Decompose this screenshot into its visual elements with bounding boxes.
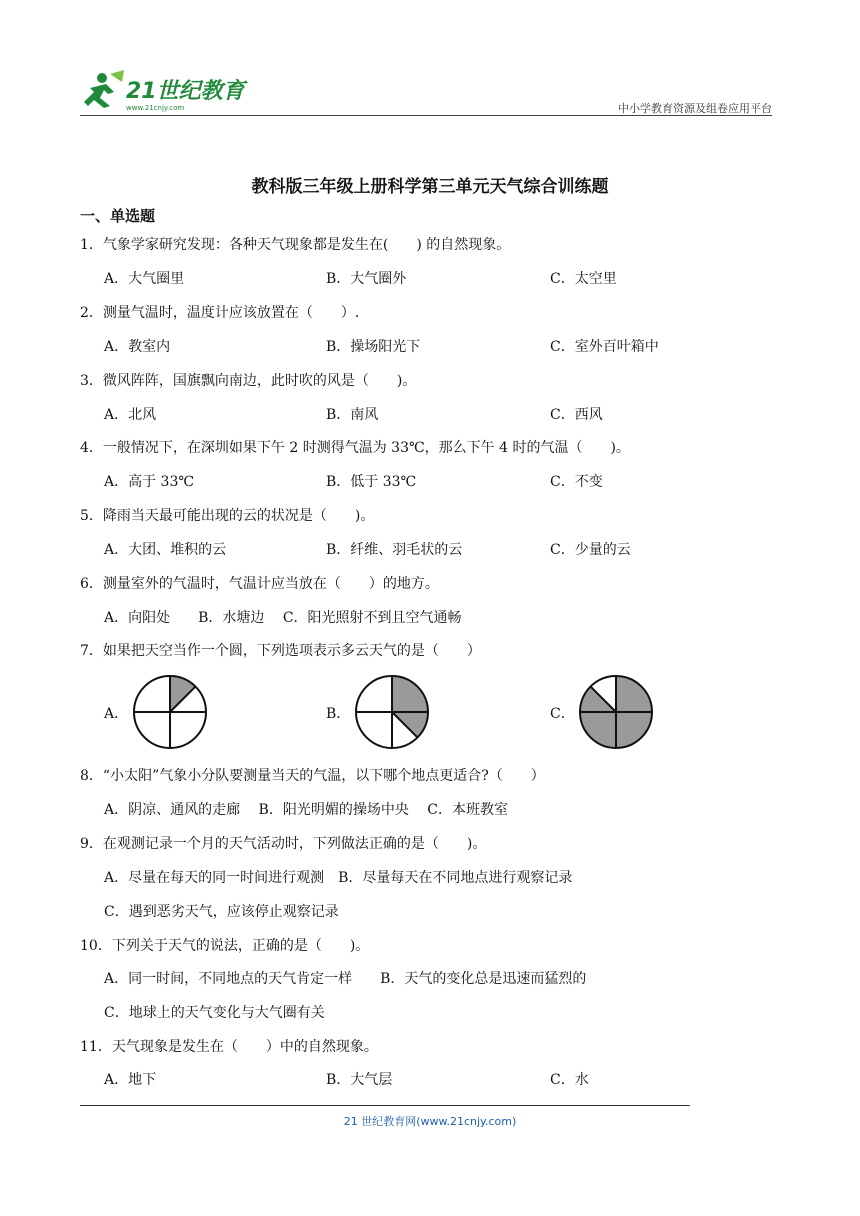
q8-options: A．阴凉、通风的走廊 B．阳光明媚的操场中央 C．本班教室 (104, 802, 509, 818)
header-divider (80, 115, 772, 116)
q7-option-a: A． (104, 706, 129, 722)
q3-option-a: A．北风 (104, 407, 157, 423)
q10-option-c: C．地球上的天气变化与大气圈有关 (104, 1005, 325, 1021)
page-header (80, 62, 772, 116)
q10-options-ab: A．同一时间，不同地点的天气肯定一样 B．天气的变化总是迅速而猛烈的 (104, 971, 587, 987)
q5-option-a: A．大团、堆积的云 (104, 542, 227, 558)
q3-option-c: C．西风 (550, 407, 603, 423)
svg-text:www.21cnjy.com: www.21cnjy.com (126, 104, 185, 112)
sky-circle-c (576, 672, 656, 752)
q5-option-c: C．少量的云 (550, 542, 631, 558)
platform-name: 中小学教育资源及组卷应用平台 (618, 102, 772, 115)
q2-option-b: B．操场阳光下 (326, 339, 421, 355)
q3-option-b: B．南风 (326, 407, 379, 423)
q4-option-a: A．高于 33℃ (104, 474, 195, 490)
q11-option-c: C．水 (550, 1072, 589, 1088)
q2-option-a: A．教室内 (104, 339, 171, 355)
sky-circle-b (352, 672, 432, 752)
question-7: 7．如果把天空当作一个圆，下列选项表示多云天气的是（ ） (80, 643, 481, 659)
q7-option-c: C． (550, 706, 575, 722)
question-9: 9．在观测记录一个月的天气活动时，下列做法正确的是（ )。 (80, 836, 487, 852)
cloud-sector-b (392, 676, 428, 737)
question-8: 8．“小太阳”气象小分队要测量当天的气温，以下哪个地点更适合?（ ） (80, 768, 545, 784)
sky-circle-a (130, 672, 210, 752)
site-logo (80, 62, 280, 116)
question-11: 11．天气现象是发生在（ ）中的自然现象。 (80, 1039, 378, 1055)
q7-option-b: B． (326, 706, 351, 722)
q1-option-b: B．大气圈外 (326, 271, 407, 287)
cloud-sector-a (170, 676, 195, 712)
question-3: 3．微风阵阵，国旗飘向南边，此时吹的风是（ )。 (80, 373, 417, 389)
footer-divider (80, 1105, 690, 1106)
q11-option-b: B．大气层 (326, 1072, 393, 1088)
q4-option-b: B．低于 33℃ (326, 474, 417, 490)
question-6: 6．测量室外的气温时，气温计应当放在（ ）的地方。 (80, 576, 439, 592)
svg-text:21世纪教育: 21世纪教育 (126, 79, 245, 104)
q2-option-c: C．室外百叶箱中 (550, 339, 659, 355)
question-10: 10．下列关于天气的说法，正确的是（ )。 (80, 938, 370, 954)
q1-option-c: C．太空里 (550, 271, 617, 287)
q11-option-a: A．地下 (104, 1072, 157, 1088)
q1-option-a: A．大气圈里 (104, 271, 185, 287)
section-heading: 一、单选题 (80, 207, 156, 225)
question-4: 4．一般情况下，在深圳如果下午 2 时测得气温为 33℃，那么下午 4 时的气温（ )。 (80, 440, 630, 456)
q9-option-c: C．遇到恶劣天气，应该停止观察记录 (104, 904, 339, 920)
q6-options: A．向阳处 B．水塘边 C．阳光照射不到且空气通畅 (104, 610, 462, 626)
page-title: 教科版三年级上册科学第三单元天气综合训练题 (251, 177, 609, 197)
q4-option-c: C．不变 (550, 474, 603, 490)
q5-option-b: B．纤维、羽毛状的云 (326, 542, 463, 558)
question-5: 5．降雨当天最可能出现的云的状况是（ )。 (80, 508, 375, 524)
footer-text: 21 世纪教育网(www.21cnjy.com) (343, 1115, 517, 1128)
question-2: 2．测量气温时，温度计应该放置在（ ）. (80, 305, 360, 321)
question-1: 1．气象学家研究发现：各种天气现象都是发生在( ) 的自然现象。 (80, 237, 511, 253)
q9-options-ab: A．尽量在每天的同一时间进行观测 B．尽量每天在不同地点进行观察记录 (104, 870, 573, 886)
